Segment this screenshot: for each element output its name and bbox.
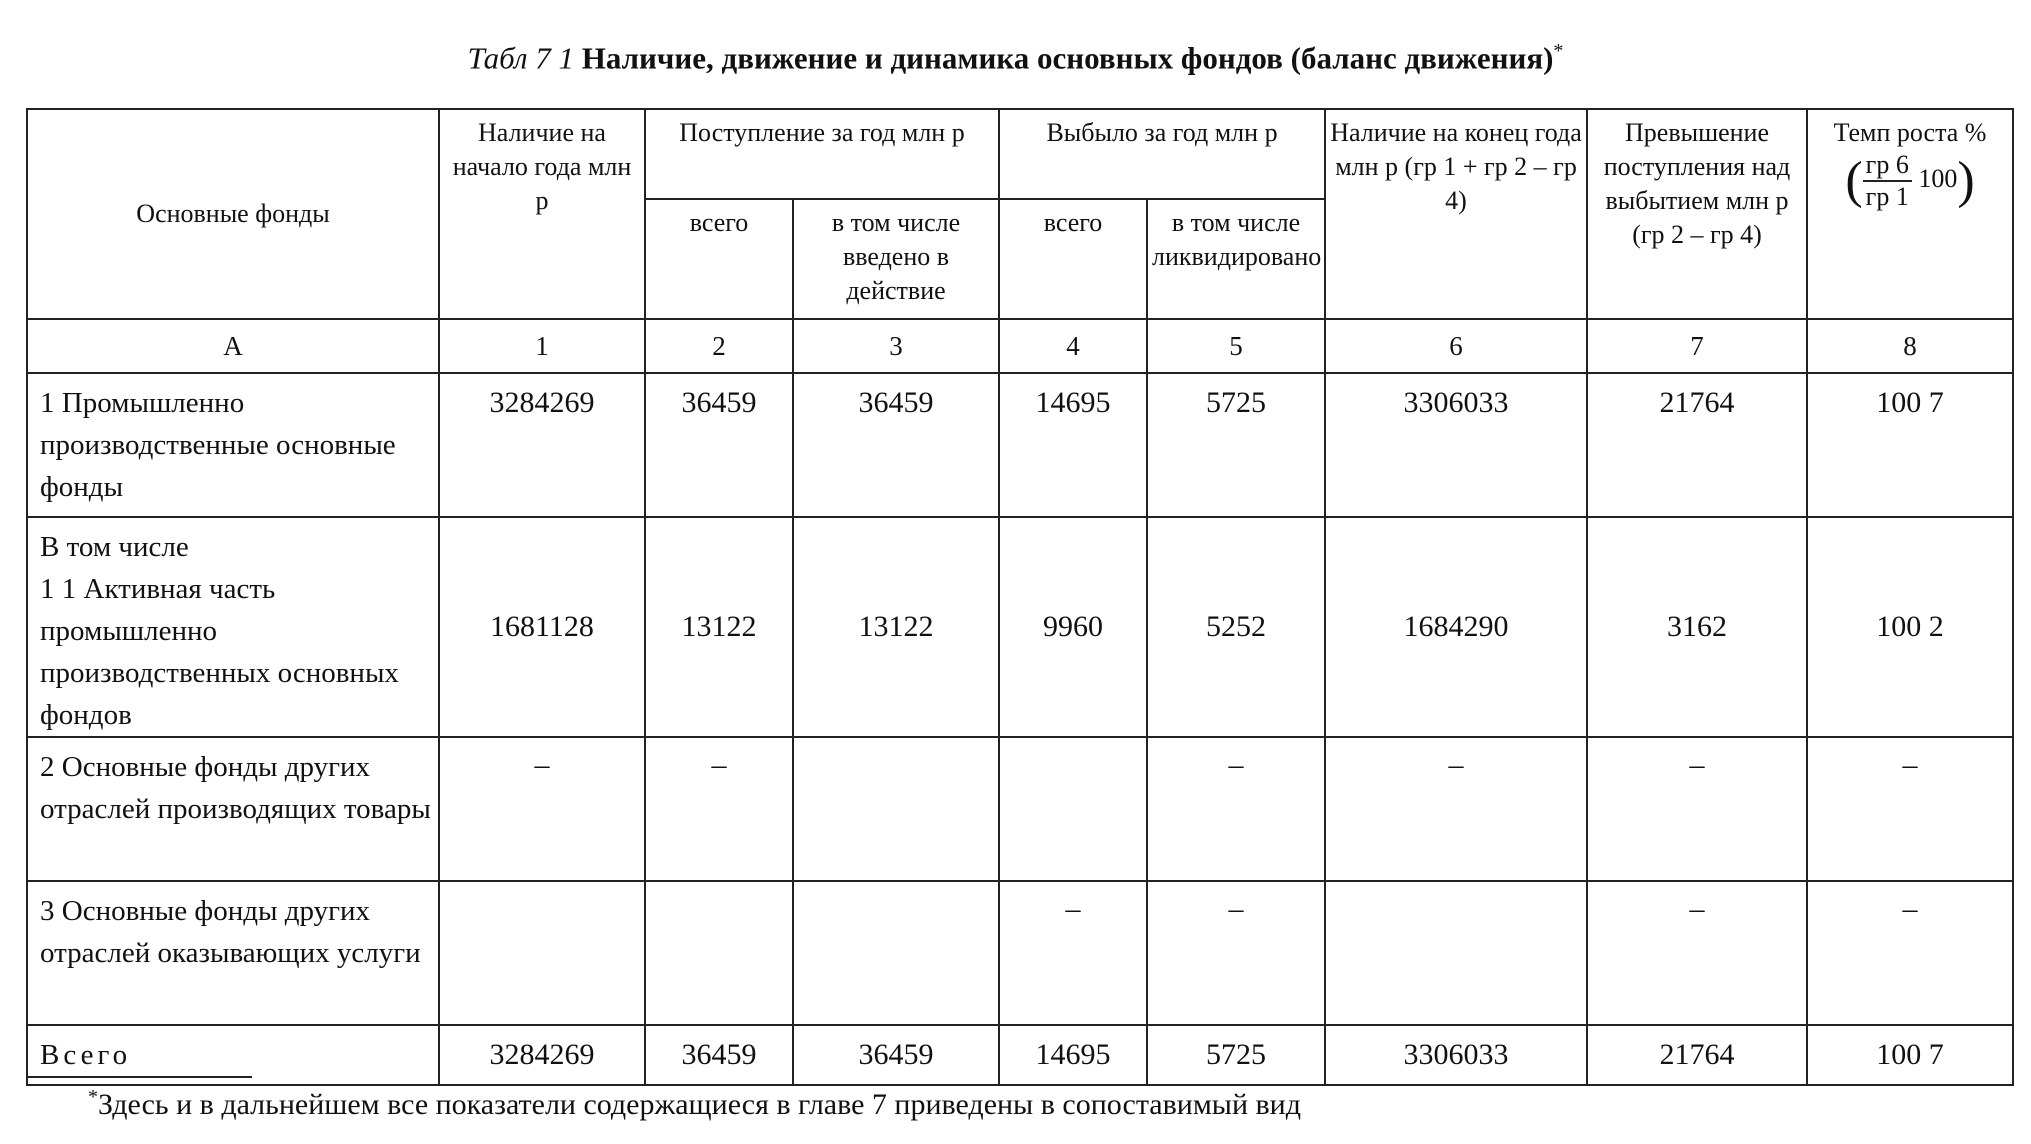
header-fixed-assets: Основные фонды xyxy=(27,109,439,319)
cell: – xyxy=(1147,881,1325,1025)
cell: – xyxy=(1325,737,1587,881)
cell: 13122 xyxy=(793,517,999,737)
header-disposals: Выбыло за год млн р xyxy=(999,109,1325,199)
cell: – xyxy=(1807,737,2013,881)
table-row xyxy=(27,881,2013,1025)
header-col5: в том числе ликвидировано xyxy=(1147,199,1325,319)
col-number: 3 xyxy=(793,319,999,373)
row-label-text: 1 1 Активная часть промышленно производственных основных фондов xyxy=(40,573,399,731)
footnote xyxy=(88,1086,1301,1122)
col-number: А xyxy=(27,319,439,373)
header-col4: всего xyxy=(999,199,1147,319)
fixed-assets-table xyxy=(26,108,2014,1086)
cell: 14695 xyxy=(999,1025,1147,1085)
header-receipts: Поступление за год млн р xyxy=(645,109,999,199)
cell xyxy=(999,737,1147,881)
cell: 3284269 xyxy=(439,1025,645,1085)
cell xyxy=(439,881,645,1025)
table-row xyxy=(27,737,2013,881)
row-label: 1 Промышленно производственные основные фонды xyxy=(27,373,439,517)
row-label: 3 Основные фонды других отраслей оказывающих услуги xyxy=(27,881,439,1025)
cell: 13122 xyxy=(645,517,793,737)
col-number: 8 xyxy=(1807,319,2013,373)
cell: 100 7 xyxy=(1807,373,2013,517)
cell: 3284269 xyxy=(439,373,645,517)
cell: 5252 xyxy=(1147,517,1325,737)
cell: 9960 xyxy=(999,517,1147,737)
cell: – xyxy=(645,737,793,881)
cell: 21764 xyxy=(1587,1025,1807,1085)
cell: 3306033 xyxy=(1325,1025,1587,1085)
header-col8: Темп роста % ( $\frac{гр 6}{гр 1}$ 100) xyxy=(1807,109,2013,319)
header-col1: Наличие на начало года млн р xyxy=(439,109,645,319)
cell xyxy=(1325,881,1587,1025)
cell: – xyxy=(1587,881,1807,1025)
cell: 100 2 xyxy=(1807,517,2013,737)
table-title xyxy=(0,40,2031,76)
cell: – xyxy=(1807,881,2013,1025)
header-col2: всего xyxy=(645,199,793,319)
col-number: 4 xyxy=(999,319,1147,373)
cell: 21764 xyxy=(1587,373,1807,517)
fraction-multiplier: 100 xyxy=(1918,163,1958,193)
total-label: Всего xyxy=(27,1025,439,1085)
title-footnote-mark: * xyxy=(1553,40,1564,62)
col-number: 6 xyxy=(1325,319,1587,373)
col-number: 2 xyxy=(645,319,793,373)
header-col7: Превышение поступления над выбытием млн р (гр 2 – гр 4) xyxy=(1587,109,1807,319)
cell: – xyxy=(999,881,1147,1025)
row-label: 2 Основные фонды других отраслей производящих товары xyxy=(27,737,439,881)
header-col6: Наличие на конец года млн р (гр 1 + гр 2 – гр 4) xyxy=(1325,109,1587,319)
cell xyxy=(793,737,999,881)
cell xyxy=(645,881,793,1025)
table-row xyxy=(27,517,2013,737)
column-number-row xyxy=(27,319,2013,373)
cell: – xyxy=(1587,737,1807,881)
cell: 1684290 xyxy=(1325,517,1587,737)
cell: 1681128 xyxy=(439,517,645,737)
cell: 36459 xyxy=(645,1025,793,1085)
col-number: 7 xyxy=(1587,319,1807,373)
row-prefix: В том числе xyxy=(40,531,189,563)
footnote-mark: * xyxy=(88,1086,98,1108)
cell: 36459 xyxy=(793,373,999,517)
cell: – xyxy=(1147,737,1325,881)
fraction-denominator: гр 1 xyxy=(1865,182,1909,211)
row-label xyxy=(27,517,439,737)
cell: 5725 xyxy=(1147,1025,1325,1085)
fraction-numerator: гр 6 xyxy=(1863,150,1912,182)
table-caption: Наличие, движение и динамика основных фондов (баланс движения) xyxy=(581,40,1554,76)
col-number: 5 xyxy=(1147,319,1325,373)
cell xyxy=(793,881,999,1025)
footnote-text: Здесь и в дальнейшем все показатели содержащиеся в главе 7 приведены в сопоставимый вид xyxy=(98,1088,1302,1121)
cell: 5725 xyxy=(1147,373,1325,517)
table-row xyxy=(27,373,2013,517)
cell: 3162 xyxy=(1587,517,1807,737)
cell: – xyxy=(439,737,645,881)
cell: 100 7 xyxy=(1807,1025,2013,1085)
cell: 14695 xyxy=(999,373,1147,517)
cell: 3306033 xyxy=(1325,373,1587,517)
growth-fraction xyxy=(1863,150,1912,212)
col-number: 1 xyxy=(439,319,645,373)
cell: 36459 xyxy=(793,1025,999,1085)
table-number: Табл 7 1 xyxy=(467,40,575,76)
header-col8-title: Темп роста % xyxy=(1833,118,1987,147)
total-row xyxy=(27,1025,2013,1085)
header-col3: в том числе введено в действие xyxy=(793,199,999,319)
footnote-divider xyxy=(28,1076,252,1078)
cell: 36459 xyxy=(645,373,793,517)
